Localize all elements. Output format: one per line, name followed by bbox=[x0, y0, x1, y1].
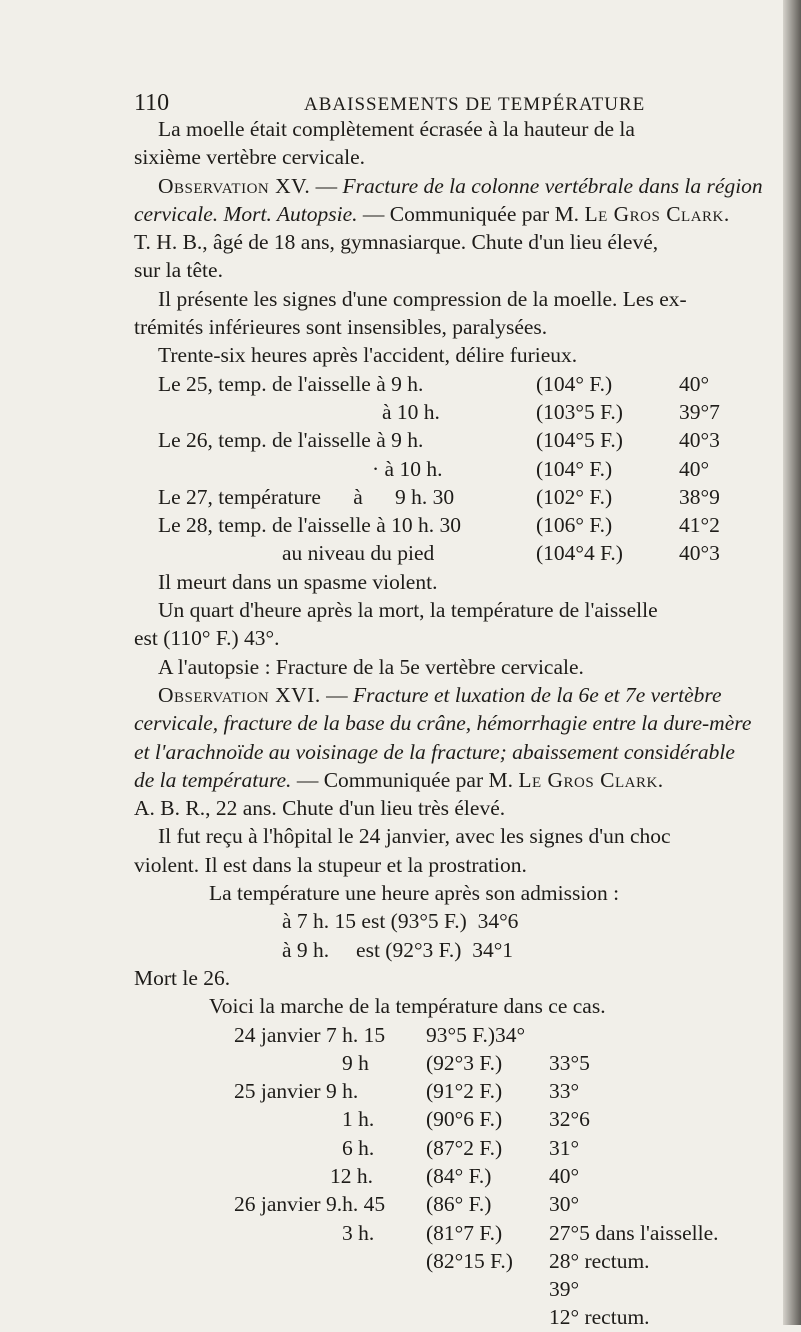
table-row: 12 h. (84° F.) 40° bbox=[330, 1163, 580, 1188]
text-line: trémités inférieures sont insensibles, paralysées. bbox=[134, 315, 548, 340]
running-title: ABAISSEMENTS DE TEMPÉRATURE bbox=[304, 94, 646, 115]
text-line: Il fut reçu à l'hôpital le 24 janvier, avec les signes d'un choc bbox=[158, 824, 671, 849]
text-line: T. H. B., âgé de 18 ans, gymnasiarque. Chute d'un lieu élevé, bbox=[134, 230, 659, 255]
temperature-table-16 bbox=[134, 1021, 774, 1332]
observation-15-heading-cont: cervicale. Mort. Autopsie. — Communiquée par M. Le Gros Clark. bbox=[134, 201, 730, 226]
author-name: Le Gros Clark. bbox=[584, 201, 730, 226]
text-line: Un quart d'heure après la mort, la température de l'aisselle bbox=[158, 598, 658, 623]
table-row: Le 26, temp. de l'aisselle à 9 h. (104°5 F.) 40°3 bbox=[158, 428, 720, 453]
observation-16-heading-cont: de la température. — Communiquée par M. Le Gros Clark. bbox=[134, 767, 664, 792]
table-row: 3 h. (81°7 F.) 27°5 dans l'aisselle. bbox=[342, 1220, 719, 1245]
text-line: Il meurt dans un spasme violent. bbox=[158, 569, 438, 594]
table-row: 39° bbox=[549, 1277, 580, 1302]
observation-16-heading-cont: et l'arachnoïde au voisinage de la fracture; abaissement considérable bbox=[134, 739, 735, 764]
observation-label: Observation XVI. bbox=[158, 682, 321, 707]
observation-15-heading: Observation XV. — Fracture de la colonne vertébrale dans la région bbox=[158, 173, 763, 198]
temperature-table-15 bbox=[134, 370, 774, 568]
admission-temp-1: à 7 h. 15 est (93°5 F.) 34°6 bbox=[282, 909, 519, 934]
page-number: 110 bbox=[134, 90, 170, 116]
page-edge bbox=[783, 0, 801, 1325]
text-line: Trente-six heures après l'accident, délire furieux. bbox=[158, 343, 578, 368]
table-row: 12° rectum. bbox=[549, 1305, 650, 1330]
text-line: sixième vertèbre cervicale. bbox=[134, 145, 365, 170]
text-line: Voici la marche de la température dans ce cas. bbox=[209, 994, 606, 1019]
table-row: au niveau du pied (104°4 F.) 40°3 bbox=[282, 541, 720, 566]
table-row: Le 27, température à 9 h. 30 (102° F.) 38°9 bbox=[158, 484, 720, 509]
admission-temp-2: à 9 h. est (92°3 F.) 34°1 bbox=[282, 937, 514, 962]
table-row: (82°15 F.) 28° rectum. bbox=[426, 1248, 650, 1273]
table-row: Le 28, temp. de l'aisselle à 10 h. 30 (106° F.) 41°2 bbox=[158, 513, 720, 538]
observation-title: Fracture de la colonne vertébrale dans la région bbox=[342, 173, 763, 198]
table-row: Le 25, temp. de l'aisselle à 9 h. (104° F.) 40° bbox=[158, 371, 710, 396]
table-row: · à 10 h. (104° F.) 40° bbox=[372, 456, 710, 481]
table-row: 6 h. (87°2 F.) 31° bbox=[342, 1135, 580, 1160]
table-row: 25 janvier 9 h. (91°2 F.) 33° bbox=[234, 1079, 580, 1104]
text-line: violent. Il est dans la stupeur et la prostration. bbox=[134, 852, 527, 877]
observation-title: Fracture et luxation de la 6e et 7e vertèbre bbox=[352, 682, 722, 707]
author-name: Le Gros Clark. bbox=[518, 767, 664, 792]
text-line: Mort le 26. bbox=[134, 965, 231, 990]
table-row: 1 h. (90°6 F.) 32°6 bbox=[342, 1107, 590, 1132]
table-row: à 10 h. (103°5 F.) 39°7 bbox=[382, 399, 720, 424]
page-body bbox=[134, 115, 774, 1332]
text-line: est (110° F.) 43°. bbox=[134, 626, 280, 651]
observation-title: cervicale. Mort. Autopsie. bbox=[134, 201, 358, 226]
table-row: 9 h (92°3 F.) 33°5 bbox=[342, 1050, 590, 1075]
table-row: 26 janvier 9.h. 45 (86° F.) 30° bbox=[234, 1192, 580, 1217]
observation-16-heading: Observation XVI. — Fracture et luxation de la 6e et 7e vertèbre bbox=[158, 682, 722, 707]
text-line: Il présente les signes d'une compression de la moelle. Les ex- bbox=[158, 286, 687, 311]
observation-label: Observation XV. bbox=[158, 173, 311, 198]
text-line: La moelle était complètement écrasée à la hauteur de la bbox=[158, 117, 635, 141]
text-line: sur la tête. bbox=[134, 258, 223, 283]
text-line: A. B. R., 22 ans. Chute d'un lieu très élevé. bbox=[134, 796, 506, 821]
table-row: 24 janvier 7 h. 15 93°5 F.)34° bbox=[234, 1022, 526, 1047]
observation-16-heading-cont: cervicale, fracture de la base du crâne, hémorrhagie entre la dure-mère bbox=[134, 711, 752, 736]
text-line: La température une heure après son admission : bbox=[209, 881, 620, 906]
text-line: A l'autopsie : Fracture de la 5e vertèbre cervicale. bbox=[158, 654, 584, 679]
